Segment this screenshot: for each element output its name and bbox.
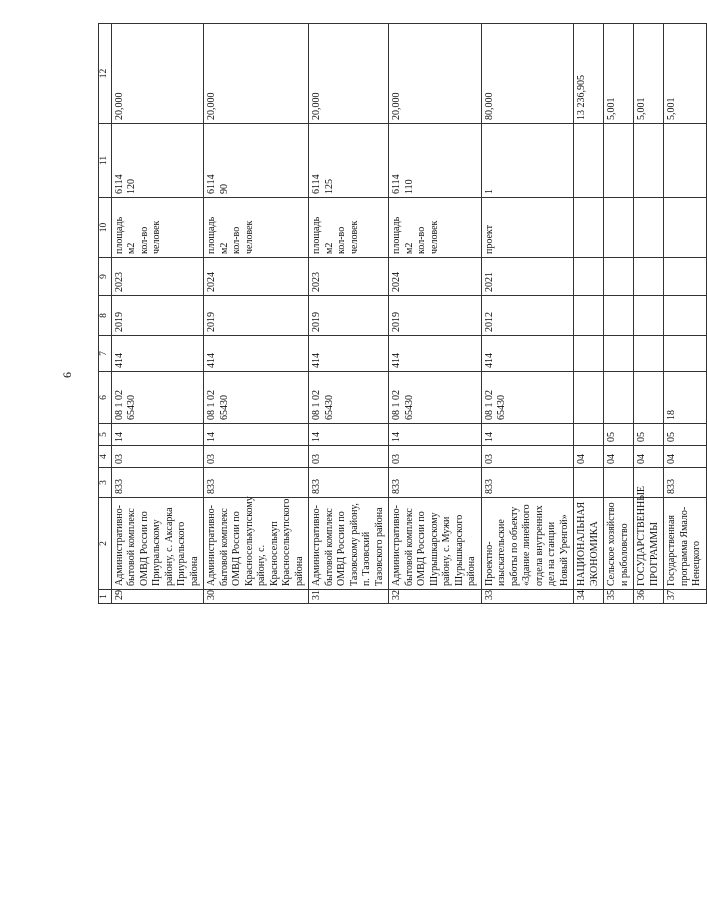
table-cell-multiline — [309, 124, 389, 198]
row-name-cell: НАЦИОНАЛЬНАЯ ЭКОНОМИКА — [574, 498, 604, 590]
table-cell: 2019 — [111, 296, 204, 336]
table-cell-multiline — [389, 124, 482, 198]
table-cell: 37 — [664, 590, 707, 604]
cell-line: м2 — [126, 242, 138, 254]
row-name-cell: Проектно-изыскательские работы по объекту «Здание линейного отдела внутренних дел на станции Новый Уренгой» — [481, 498, 574, 590]
table-cell: 414 — [481, 336, 574, 372]
cell-line: 110 — [403, 179, 415, 194]
table-cell — [604, 372, 634, 424]
table-row — [204, 24, 309, 604]
cell-line: 6114 — [113, 174, 125, 194]
table-cell: 03 — [481, 446, 574, 468]
cell-line: кол-во — [231, 226, 243, 254]
table-cell: 03 — [204, 446, 309, 468]
table-cell: 04 — [664, 446, 707, 468]
table-cell: 04 — [634, 446, 664, 468]
table-row — [574, 24, 604, 604]
table-cell: 2019 — [389, 296, 482, 336]
table-cell: 414 — [111, 336, 204, 372]
table-cell — [634, 372, 664, 424]
table-cell-multiline — [111, 124, 204, 198]
table-cell — [604, 258, 634, 296]
amount-cell: 13 236,905 — [574, 24, 604, 124]
table-cell-multiline — [574, 124, 604, 198]
table-cell-multiline — [604, 124, 634, 198]
table-cell-multiline — [481, 124, 574, 198]
table-cell: 2012 — [481, 296, 574, 336]
table-body — [111, 24, 706, 604]
table-cell: 2019 — [309, 296, 389, 336]
table-cell-multiline — [634, 124, 664, 198]
cell-line: 6114 — [206, 174, 218, 194]
column-header: 4 — [99, 446, 112, 468]
table-cell: 03 — [389, 446, 482, 468]
table-cell-multiline — [664, 124, 707, 198]
cell-line: площадь — [113, 216, 125, 254]
table-cell — [604, 336, 634, 372]
cell-line: человек — [243, 220, 255, 254]
row-name-cell: ГОСУДАРСТВЕННЫЕ ПРОГРАММЫ — [634, 498, 664, 590]
table-cell-multiline — [204, 198, 309, 258]
table-cell: 2023 — [309, 258, 389, 296]
table-row — [664, 24, 707, 604]
table-cell: 04 — [604, 446, 634, 468]
table-cell — [574, 336, 604, 372]
cell-line: кол-во — [416, 226, 428, 254]
table-cell: 08 1 02 65430 — [111, 372, 204, 424]
amount-cell: 5,001 — [664, 24, 707, 124]
cell-line: 1 — [483, 189, 495, 194]
table-cell — [574, 468, 604, 498]
table-cell — [604, 296, 634, 336]
table-cell: 34 — [574, 590, 604, 604]
table-cell: 08 1 02 65430 — [204, 372, 309, 424]
cell-line: 120 — [126, 179, 138, 194]
table-cell: 2021 — [481, 258, 574, 296]
table-cell — [664, 296, 707, 336]
table-cell: 833 — [481, 468, 574, 498]
table-cell: 35 — [604, 590, 634, 604]
table-cell-multiline — [574, 198, 604, 258]
budget-table — [98, 23, 707, 604]
table-cell: 33 — [481, 590, 574, 604]
amount-cell: 5,001 — [634, 24, 664, 124]
table-cell — [634, 296, 664, 336]
column-header: 2 — [99, 498, 112, 590]
table-cell: 04 — [574, 446, 604, 468]
table-cell: 08 1 02 65430 — [309, 372, 389, 424]
row-name-cell: Сельское хозяйство и рыболовство — [604, 498, 634, 590]
column-header: 3 — [99, 468, 112, 498]
column-header: 10 — [99, 198, 112, 258]
table-cell: 05 — [634, 424, 664, 446]
amount-cell: 20,000 — [204, 24, 309, 124]
table-cell: 08 1 02 65430 — [389, 372, 482, 424]
table-row — [309, 24, 389, 604]
amount-cell: 80,000 — [481, 24, 574, 124]
cell-line: площадь — [391, 216, 403, 254]
table-cell: 833 — [204, 468, 309, 498]
table-cell — [574, 372, 604, 424]
table-cell: 05 — [664, 424, 707, 446]
table-cell-multiline — [111, 198, 204, 258]
table-cell — [574, 258, 604, 296]
row-name-cell: Административно-бытовой комплекс ОМВД России по Тазовскому району, п. Тазовский Тазовского района — [309, 498, 389, 590]
cell-line: м2 — [323, 242, 335, 254]
table-row — [604, 24, 634, 604]
table-row — [111, 24, 204, 604]
row-name-cell: Административно-бытовой комплекс ОМВД России по Приуральскому району, с. Аксарка Приуральского района — [111, 498, 204, 590]
table-cell: 36 — [634, 590, 664, 604]
table-cell: 14 — [204, 424, 309, 446]
table-cell-multiline — [634, 198, 664, 258]
table-row — [634, 24, 664, 604]
amount-cell: 20,000 — [111, 24, 204, 124]
row-name-cell: Государственная программа Ямало-Ненецкого — [664, 498, 707, 590]
table-cell: 2019 — [204, 296, 309, 336]
table-cell — [664, 258, 707, 296]
table-cell: 30 — [204, 590, 309, 604]
row-name-cell: Административно-бытовой комплекс ОМВД России по Красноселькупскому району, с. Красноселькуп Красноселькупского района — [204, 498, 309, 590]
table-cell: 2024 — [389, 258, 482, 296]
amount-cell: 20,000 — [389, 24, 482, 124]
cell-line: кол-во — [336, 226, 348, 254]
table-cell-multiline — [309, 198, 389, 258]
table-cell: 14 — [111, 424, 204, 446]
column-header: 1 — [99, 590, 112, 604]
cell-line: проект — [483, 224, 495, 254]
row-name-cell: Административно-бытовой комплекс ОМВД России по Шурышкарскому району, с. Мужи Шурышкарского района — [389, 498, 482, 590]
table-cell-multiline — [604, 198, 634, 258]
table-cell: 833 — [309, 468, 389, 498]
cell-line: 6114 — [391, 174, 403, 194]
cell-line: площадь — [206, 216, 218, 254]
cell-line: кол-во — [138, 226, 150, 254]
cell-line: человек — [348, 220, 360, 254]
table-cell: 414 — [389, 336, 482, 372]
table-cell: 18 — [664, 372, 707, 424]
table-cell: 32 — [389, 590, 482, 604]
table-cell: 14 — [389, 424, 482, 446]
table-cell: 414 — [204, 336, 309, 372]
table-cell: 14 — [481, 424, 574, 446]
table-cell: 833 — [664, 468, 707, 498]
amount-cell: 20,000 — [309, 24, 389, 124]
page-number: 6 — [60, 372, 74, 378]
table-cell-multiline — [204, 124, 309, 198]
amount-cell: 5,001 — [604, 24, 634, 124]
table-cell — [664, 336, 707, 372]
table-cell — [634, 336, 664, 372]
column-header: 8 — [99, 296, 112, 336]
column-header: 7 — [99, 336, 112, 372]
table-cell: 414 — [309, 336, 389, 372]
cell-line: 6114 — [311, 174, 323, 194]
column-header: 5 — [99, 424, 112, 446]
table-cell: 03 — [111, 446, 204, 468]
table-cell-multiline — [389, 198, 482, 258]
rotated-table-container — [98, 24, 703, 604]
cell-line: человек — [428, 220, 440, 254]
table-cell: 05 — [604, 424, 634, 446]
table-cell: 14 — [309, 424, 389, 446]
table-cell: 833 — [111, 468, 204, 498]
table-cell: 31 — [309, 590, 389, 604]
table-cell-multiline — [481, 198, 574, 258]
cell-line: 125 — [323, 179, 335, 194]
column-header: 11 — [99, 124, 112, 198]
table-cell — [574, 296, 604, 336]
cell-line: человек — [151, 220, 163, 254]
table-cell — [574, 424, 604, 446]
column-header: 12 — [99, 24, 112, 124]
column-header: 6 — [99, 372, 112, 424]
table-row — [481, 24, 574, 604]
table-cell-multiline — [664, 198, 707, 258]
header-row — [99, 24, 112, 604]
table-cell: 29 — [111, 590, 204, 604]
table-cell — [604, 468, 634, 498]
table-cell: 833 — [389, 468, 482, 498]
cell-line: м2 — [218, 242, 230, 254]
table-cell — [634, 258, 664, 296]
table-cell: 03 — [309, 446, 389, 468]
cell-line: 90 — [218, 184, 230, 194]
cell-line: площадь — [311, 216, 323, 254]
table-cell: 08 1 02 65430 — [481, 372, 574, 424]
table-cell: 2024 — [204, 258, 309, 296]
column-header: 9 — [99, 258, 112, 296]
table-cell: 2023 — [111, 258, 204, 296]
table-row — [389, 24, 482, 604]
cell-line: м2 — [403, 242, 415, 254]
